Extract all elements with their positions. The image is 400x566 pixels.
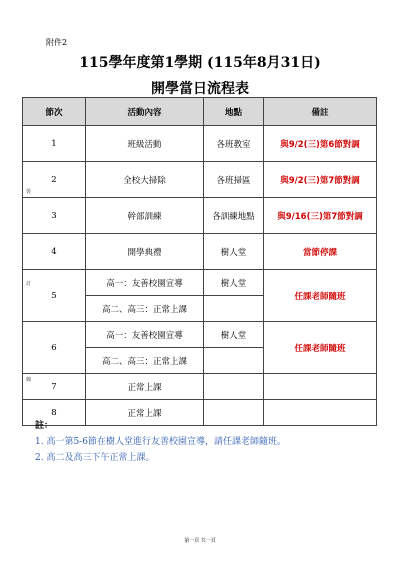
period-cell: 1 xyxy=(23,126,86,162)
binding-mark-3: 線 xyxy=(26,377,32,383)
table-row xyxy=(23,198,377,234)
period-cell: 8 xyxy=(23,400,86,426)
header-activity: 活動內容 xyxy=(86,98,204,126)
attachment-label: 附件2 xyxy=(46,38,68,47)
period-cell: 6 xyxy=(23,322,86,374)
location-cell: 各班掃區 xyxy=(204,162,264,198)
binding-mark-1: 裝 xyxy=(26,189,32,195)
table-row xyxy=(23,270,377,296)
activity-cell: 高一：友善校園宣導 xyxy=(86,322,204,348)
table-row xyxy=(23,234,377,270)
header-location: 地點 xyxy=(204,98,264,126)
schedule-table xyxy=(22,97,377,426)
table-row xyxy=(23,322,377,348)
table-header-row xyxy=(23,98,377,126)
note-cell: 當節停課 xyxy=(264,234,377,270)
activity-cell: 高二、高三：正常上課 xyxy=(86,348,204,374)
page-footer: 第一頁 共一頁 xyxy=(184,538,216,544)
notes-label: 註： xyxy=(35,421,54,431)
activity-cell: 正常上課 xyxy=(86,400,204,426)
note-cell: 與9/2(三)第7節對調 xyxy=(264,162,377,198)
activity-cell: 高二、高三：正常上課 xyxy=(86,296,204,322)
period-cell: 2 xyxy=(23,162,86,198)
location-cell: 各班教室 xyxy=(204,126,264,162)
location-cell-empty xyxy=(204,374,264,400)
note-cell: 任課老師隨班 xyxy=(264,270,377,322)
table-row xyxy=(23,374,377,400)
note-item-1: 1. 高一第5-6節在樹人堂進行友善校園宣導，請任課老師隨班。 xyxy=(35,437,286,447)
note-cell: 與9/2(三)第6節對調 xyxy=(264,126,377,162)
table-row xyxy=(23,126,377,162)
period-cell: 3 xyxy=(23,198,86,234)
note-cell: 任課老師隨班 xyxy=(264,322,377,374)
note-cell: 與9/16(三)第7節對調 xyxy=(264,198,377,234)
period-cell: 7 xyxy=(23,374,86,400)
note-cell-empty xyxy=(264,374,377,400)
location-cell-empty xyxy=(204,296,264,322)
activity-cell: 班級活動 xyxy=(86,126,204,162)
location-cell: 樹人堂 xyxy=(204,234,264,270)
activity-cell: 開學典禮 xyxy=(86,234,204,270)
activity-cell: 全校大掃除 xyxy=(86,162,204,198)
period-cell: 4 xyxy=(23,234,86,270)
location-cell-empty xyxy=(204,348,264,374)
header-period: 節次 xyxy=(23,98,86,126)
header-note: 備註 xyxy=(264,98,377,126)
notes-section xyxy=(35,418,286,463)
table-row xyxy=(23,162,377,198)
note-item-2: 2. 高二及高三下午正常上課。 xyxy=(35,453,155,463)
page-subtitle: 開學當日流程表 xyxy=(151,81,249,97)
binding-mark-2: 訂 xyxy=(26,281,32,287)
location-cell: 各訓練地點 xyxy=(204,198,264,234)
location-cell: 樹人堂 xyxy=(204,270,264,296)
period-cell: 5 xyxy=(23,270,86,322)
activity-cell: 正常上課 xyxy=(86,374,204,400)
activity-cell: 幹部訓練 xyxy=(86,198,204,234)
page-title: 115學年度第1學期 (115年8月31日) xyxy=(79,55,321,71)
location-cell: 樹人堂 xyxy=(204,322,264,348)
activity-cell: 高一：友善校園宣導 xyxy=(86,270,204,296)
